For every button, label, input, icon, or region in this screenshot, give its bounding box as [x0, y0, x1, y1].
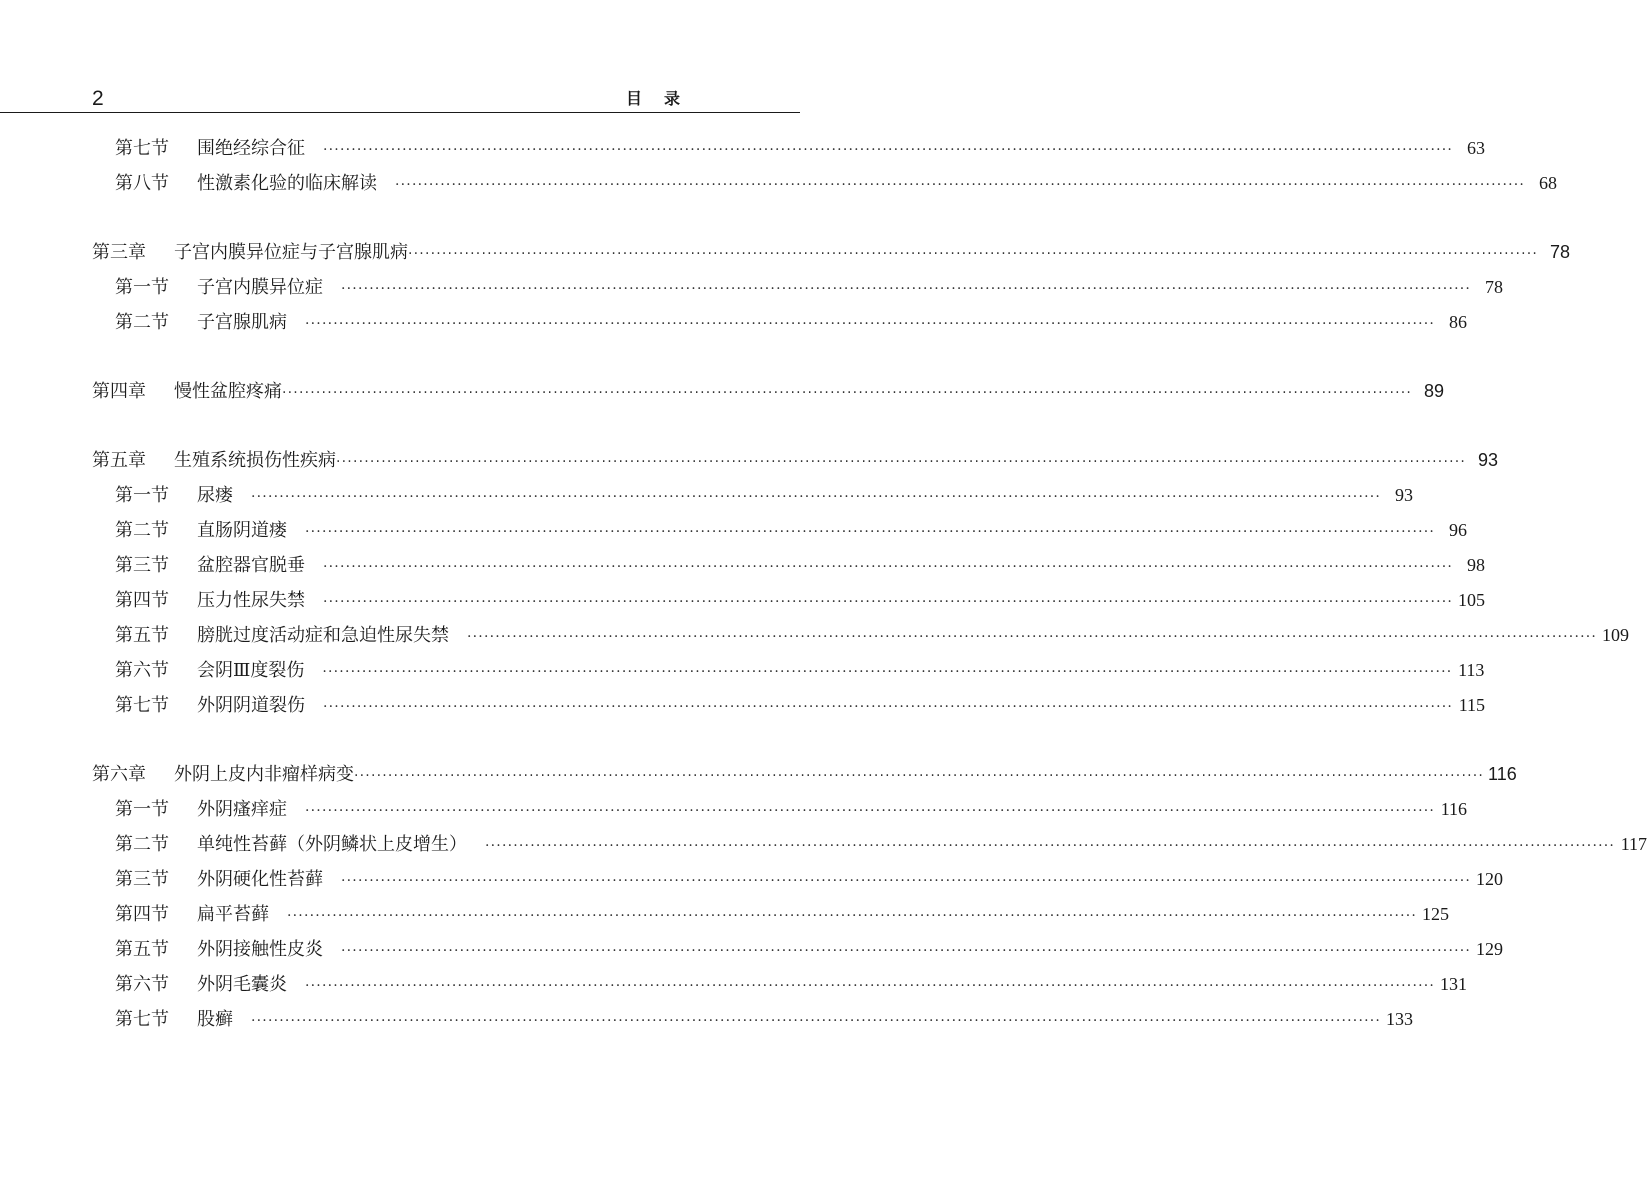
dot-leader: ········································································································································································································: [287, 908, 1418, 924]
section-number: 第七节: [115, 695, 169, 716]
section-number: 第四节: [115, 904, 169, 925]
section-title: 压力性尿失禁: [197, 590, 305, 611]
toc-section-entry[interactable]: [0, 967, 1468, 1002]
toc-section-entry[interactable]: [0, 653, 1485, 688]
dot-leader: ········································································································································································································: [323, 699, 1454, 715]
chapter-number: 第四章: [92, 381, 146, 402]
toc-spacer: [0, 723, 800, 757]
dot-leader: ········································································································································································································: [251, 1013, 1382, 1029]
dot-leader: ········································································································································································································: [341, 873, 1472, 889]
section-title: 盆腔器官脱垂: [197, 555, 305, 576]
dot-leader: ········································································································································································································: [467, 629, 1598, 645]
dot-leader: ········································································································································································································: [251, 489, 1382, 505]
section-number: 第一节: [115, 799, 169, 820]
table-of-contents: [0, 131, 1647, 1037]
section-title: 膀胱过度活动症和急迫性尿失禁: [197, 625, 449, 646]
page-ref: 133: [1386, 1009, 1414, 1029]
toc-spacer: [0, 201, 800, 235]
dot-leader: ········································································································································································································: [341, 281, 1472, 297]
dot-leader: ········································································································································································································: [305, 803, 1436, 819]
toc-section-entry[interactable]: [0, 270, 1504, 305]
page-ref: 117: [1620, 834, 1647, 854]
toc-section-entry[interactable]: [0, 131, 1486, 166]
dot-leader: ········································································································································································································: [322, 664, 1453, 680]
page-ref: 116: [1488, 764, 1517, 784]
dot-leader: ········································································································································································································: [323, 594, 1454, 610]
toc-section-entry[interactable]: [0, 305, 1468, 340]
dot-leader: ········································································································································································································: [305, 316, 1436, 332]
toc-chapter-entry[interactable]: [0, 235, 1571, 270]
section-title: 子宫腺肌病: [197, 312, 287, 333]
section-title: 性激素化验的临床解读: [197, 173, 377, 194]
section-title: 股癣: [197, 1009, 233, 1030]
toc-spacer: [0, 340, 800, 374]
chapter-number: 第五章: [92, 450, 146, 471]
page-ref: 120: [1476, 869, 1504, 889]
section-title: 扁平苔藓: [197, 904, 269, 925]
dot-leader: ········································································································································································································: [485, 838, 1616, 854]
page-ref: 109: [1602, 625, 1630, 645]
page-ref: 125: [1422, 904, 1450, 924]
section-title: 外阴瘙痒症: [197, 799, 287, 820]
page-ref: 93: [1395, 485, 1414, 505]
dot-leader: ········································································································································································································: [395, 177, 1526, 193]
chapter-title: 外阴上皮内非瘤样病变: [174, 764, 354, 785]
section-title: 围绝经综合征: [197, 138, 305, 159]
page-ref: 63: [1467, 138, 1486, 158]
page-number: 2: [92, 87, 104, 110]
dot-leader: ········································································································································································································: [305, 978, 1436, 994]
section-number: 第一节: [115, 485, 169, 506]
section-number: 第三节: [115, 869, 169, 890]
section-title: 尿瘘: [197, 485, 233, 506]
toc-section-entry[interactable]: [0, 932, 1504, 967]
section-number: 第七节: [115, 138, 169, 159]
dot-leader: ········································································································································································································: [323, 142, 1454, 158]
section-title: 外阴硬化性苔藓: [197, 869, 323, 890]
chapter-title: 慢性盆腔疼痛: [174, 381, 282, 402]
section-number: 第七节: [115, 1009, 169, 1030]
page-ref: 105: [1458, 590, 1486, 610]
dot-leader: ········································································································································································································: [354, 768, 1485, 784]
toc-section-entry[interactable]: [0, 827, 1647, 862]
page-ref: 113: [1458, 660, 1485, 680]
section-number: 第一节: [115, 277, 169, 298]
section-number: 第二节: [115, 520, 169, 541]
page-ref: 78: [1550, 242, 1571, 262]
toc-section-entry[interactable]: [0, 862, 1504, 897]
dot-leader: ········································································································································································································: [305, 524, 1436, 540]
page-ref: 116: [1440, 799, 1468, 819]
dot-leader: ········································································································································································································: [323, 559, 1454, 575]
section-title: 外阴阴道裂伤: [197, 695, 305, 716]
section-title: 单纯性苔藓（外阴鳞状上皮增生）: [197, 834, 467, 855]
chapter-title: 生殖系统损伤性疾病: [174, 450, 336, 471]
section-number: 第四节: [115, 590, 169, 611]
section-number: 第六节: [115, 974, 169, 995]
section-title: 直肠阴道瘘: [197, 520, 287, 541]
section-title: 外阴毛囊炎: [197, 974, 287, 995]
toc-section-entry[interactable]: [0, 478, 1414, 513]
section-number: 第五节: [115, 939, 169, 960]
toc-section-entry[interactable]: [0, 618, 1630, 653]
toc-section-entry[interactable]: [0, 792, 1468, 827]
section-number: 第二节: [115, 834, 169, 855]
toc-chapter-entry[interactable]: [0, 374, 1445, 409]
section-number: 第五节: [115, 625, 169, 646]
page-ref: 131: [1440, 974, 1468, 994]
toc-section-entry[interactable]: [0, 1002, 1414, 1037]
page-ref: 86: [1449, 312, 1468, 332]
page-ref: 98: [1467, 555, 1486, 575]
chapter-number: 第三章: [92, 242, 146, 263]
toc-section-entry[interactable]: [0, 166, 1558, 201]
section-number: 第二节: [115, 312, 169, 333]
dot-leader: ········································································································································································································: [282, 385, 1413, 401]
dot-leader: ········································································································································································································: [341, 943, 1472, 959]
chapter-number: 第六章: [92, 764, 146, 785]
section-number: 第八节: [115, 173, 169, 194]
toc-chapter-entry[interactable]: [0, 443, 1499, 478]
toc-section-entry[interactable]: [0, 897, 1450, 932]
page-header: [92, 86, 702, 112]
toc-section-entry[interactable]: [0, 513, 1468, 548]
page-ref: 129: [1476, 939, 1504, 959]
toc-spacer: [0, 409, 800, 443]
section-title: 会阴Ⅲ度裂伤: [197, 660, 305, 681]
header-rule: [0, 112, 800, 113]
section-number: 第三节: [115, 555, 169, 576]
toc-section-entry[interactable]: [0, 548, 1486, 583]
toc-section-entry[interactable]: [0, 688, 1486, 723]
page-ref: 68: [1539, 173, 1558, 193]
page-ref: 96: [1449, 520, 1468, 540]
dot-leader: ········································································································································································································: [408, 246, 1539, 262]
page-ref: 93: [1478, 450, 1499, 470]
toc-section-entry[interactable]: [0, 583, 1486, 618]
section-title: 子宫内膜异位症: [197, 277, 323, 298]
toc-chapter-entry[interactable]: [0, 757, 1517, 792]
page-ref: 89: [1424, 381, 1445, 401]
section-title: 外阴接触性皮炎: [197, 939, 323, 960]
chapter-title: 子宫内膜异位症与子宫腺肌病: [174, 242, 408, 263]
running-title: 目录: [625, 89, 702, 108]
page-ref: 115: [1458, 695, 1486, 715]
dot-leader: ········································································································································································································: [336, 454, 1467, 470]
page-ref: 78: [1485, 277, 1504, 297]
section-number: 第六节: [115, 660, 169, 681]
